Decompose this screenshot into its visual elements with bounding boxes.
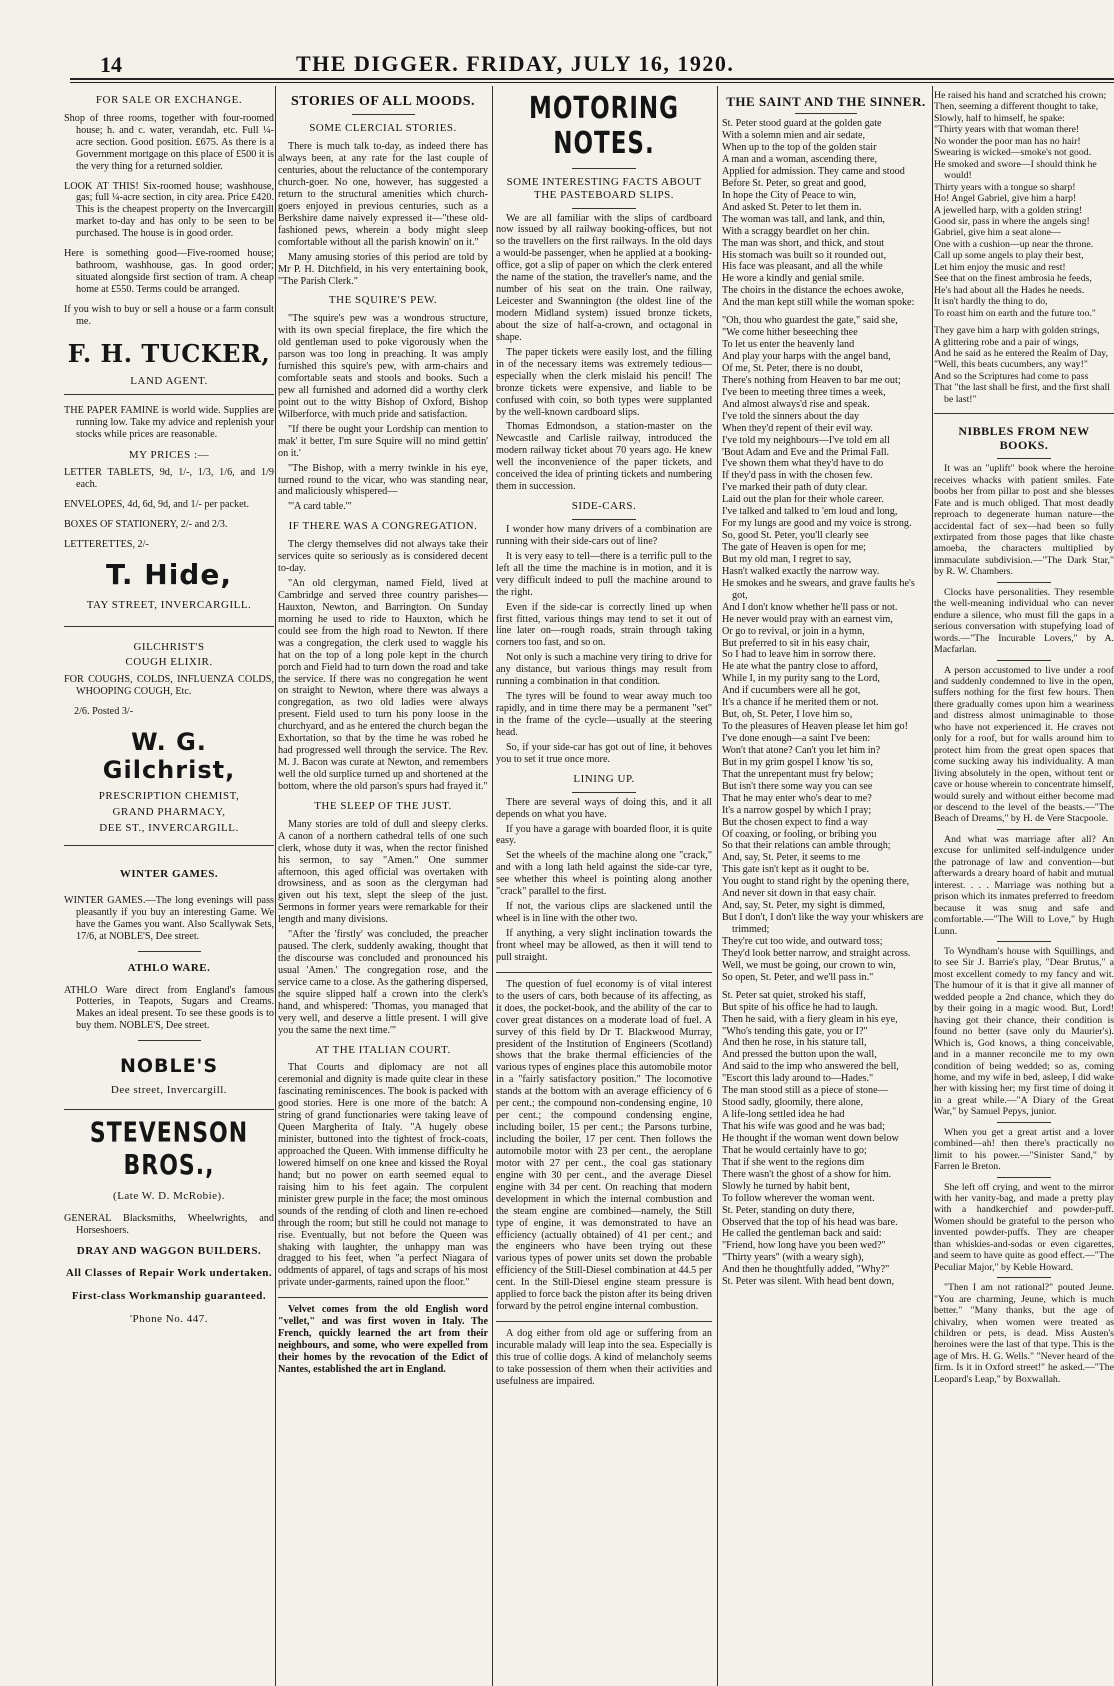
article-paragraph: So, if your side-car has got out of line, it behoves you to set it true once more. [496, 741, 712, 765]
divider [64, 394, 274, 395]
poem-line: A glittering robe and a pair of wings, [934, 336, 1079, 348]
section-subheading: SIDE-CARS. [571, 500, 637, 513]
poem-line: Thirty years with a tongue so sharp! [934, 181, 1076, 193]
divider [496, 1321, 712, 1322]
poem-line: But my old man, I regret to say, [722, 553, 852, 565]
nibbles-column [934, 86, 1114, 1682]
article-paragraph: The paper tickets were easily lost, and the filling in of the necessary items was extremely tedious—especially when the clerk mislaid his pencil! The bronze tickets were expensive, and liable to be confused with coin, so both types were supplanted by the well-known cardboard slips. [496, 346, 712, 418]
poem-line: I've been to meeting three times a week, [722, 386, 886, 398]
poem-line: He smoked and swore—I should think he would! [934, 158, 1097, 182]
winter-games-heading: WINTER GAMES. [119, 868, 219, 881]
poem-line: "We come hither beseeching thee [722, 327, 858, 339]
poem-line: So, good St. Peter, you'll clearly see [722, 530, 869, 542]
column-rule [932, 86, 933, 1686]
section-subheading: SOME INTERESTING FACTS ABOUT THE PASTEBOARD SLIPS. [506, 175, 702, 201]
divider [64, 1109, 274, 1110]
article-paragraph: If not, the various clips are slackened until the wheel is in line with the other two. [496, 901, 712, 925]
athlo-ad: ATHLO Ware direct from England's famous Potteries, in Teapots, Sugars and Creams. Makes an ideal present. To see these goods is to buy them. NOBLE'S, Dee street. [64, 984, 274, 1032]
poem-line: A life-long settled idea he had [722, 1109, 845, 1121]
poem-line: There wasn't the ghost of a show for him. [722, 1168, 892, 1180]
nobles-name: NOBLE'S [119, 1055, 219, 1078]
poem-line: Or go to revival, or join in a hymn, [722, 625, 865, 637]
poem-line: Call up some angels to play their best, [934, 250, 1084, 262]
poem-line: Swearing is wicked—smoke's not good. [934, 147, 1092, 159]
poem-line: And the man kept still while the woman spoke: [722, 297, 915, 309]
poem-line: "Thirty years" (with a weary sigh), [722, 1252, 864, 1264]
stories-column [278, 86, 488, 1682]
article-paragraph: Many stories are told of dull and sleepy clerks. A canon of a northern cathedral tells of one such clerk, whose duty it was, when the rector finished his sermon, to say "Amen." One summer afternoon, this aged official was overtaken with drowsiness, and as soon as the clergyman had given out his text, slept the sleep of the just. Sermons in former years were remarkable for their length and many divisions. [278, 818, 488, 926]
gilchrist-line: DEE ST., INVERCARGILL. [99, 822, 239, 835]
article-paragraph: The clergy themselves did not always take their services quite so seriously as is considered decent to-day. [278, 539, 488, 575]
poem-line: When they'd repent of their evil way. [722, 422, 873, 434]
poem-line: But, oh, St. Peter, I love him so, [722, 709, 853, 721]
stevenson-phone: 'Phone No. 447. [130, 1313, 208, 1326]
section-subheading: IF THERE WAS A CONGREGATION. [288, 520, 478, 533]
article-paragraph: It is very easy to tell—there is a terrific pull to the left all the time the machine is in motion, and it is very difficult indeed to pull the machine around to the right. [496, 550, 712, 598]
poem-line: I've talked and talked to 'em loud and long, [722, 506, 898, 518]
poem-line: They're cut too wide, and outward toss; [722, 935, 883, 947]
divider [934, 413, 1114, 414]
poem-line: While I, in my purity sang to the Lord, [722, 673, 880, 685]
athlo-heading: ATHLO WARE. [127, 961, 211, 974]
property-ad: Here is something good—Five-roomed house; bathroom, washhouse, gas. In good order; situated alongside first section of tram. A cheap home at £550. Terms could be arranged. [64, 248, 274, 296]
poem-line: I've shown them what they'd have to do [722, 458, 884, 470]
nobles-address: Dee street, Invercargill. [110, 1084, 228, 1097]
column-rule [717, 86, 718, 1686]
poem-line: Good sir, pass in where the angels sing! [934, 215, 1090, 227]
divider [997, 1122, 1051, 1123]
poem-line: Observed that the top of his head was bare. [722, 1216, 898, 1228]
divider [997, 829, 1051, 830]
poem-line: A jewelled harp, with a golden string! [934, 204, 1083, 216]
poem-line: See that on the finest ambrosia he feeds, [934, 273, 1092, 285]
nibbles-heading: NIBBLES FROM NEW BOOKS. [958, 424, 1090, 453]
poem-line: Then he said, with a fiery gleam in his eye, [722, 1013, 898, 1025]
poem-line: "Friend, how long have you been wed?" [722, 1240, 886, 1252]
price-item: LETTER TABLETS, 9d, 1/-, 1/3, 1/6, and 1/9 each. [64, 467, 274, 491]
poem-line: Ho! Angel Gabriel, give him a harp! [934, 193, 1077, 205]
poem-line: And play your harps with the angel band, [722, 351, 891, 363]
poem-line: Of me, St. Peter, there is no doubt, [722, 362, 863, 374]
stevenson-line: First-class Workmanship guaranteed. [71, 1290, 267, 1303]
poem-line: Hasn't walked exactly the narrow way. [722, 565, 880, 577]
poem-line: That if she went to the regions dim [722, 1156, 865, 1168]
divider [997, 941, 1051, 942]
poem-line: With a scraggy beardlet on her chin. [722, 225, 870, 237]
poem-line: And said to the imp who answered the bell, [722, 1061, 899, 1073]
poem-column [722, 86, 930, 1682]
stevenson-services: GENERAL Blacksmiths, Wheelwrights, and Horseshoers. [64, 1212, 274, 1236]
article-paragraph: A dog either from old age or suffering from an incurable malady will leap into the sea. Especially is this true of collie dogs. A kind of melancholy seems to take possession of them when their activities and usefulness are impaired. [496, 1328, 712, 1387]
section-subheading: LINING UP. [573, 772, 635, 785]
book-excerpt: A person accustomed to live under a roof and suddenly condemned to live in the open, suffers nothing for the first few hours. Then there gradually comes upon him a weariness and distress almost unimaginable to those who have not experienced it. He craves not only for a roof, but for walls around him to protect him from the great open spaces that come sucking away his individuality. A man living absolutely in the open, without tent or cave or house wherein to concentrate himself, would surely and without either become mad or descend to the level of the beasts.—"The Beach of Dreams," by H. de Vere Stacpoole. [934, 664, 1114, 825]
divider [572, 519, 637, 520]
poem-line: They gave him a harp with golden strings, [934, 325, 1100, 337]
poem-line: With a solemn mien and air sedate, [722, 130, 866, 142]
section-subheading: THE SQUIRE'S PEW. [328, 294, 438, 307]
poem-line: If they'd pass in with the chosen few. [722, 470, 873, 482]
poem-line: There's nothing from Heaven to bar me out; [722, 374, 901, 386]
velvet-paragraph: Velvet comes from the old English word "vellet," and was first woven in Italy. The French, quickly learned the art from their neighbours, and some, who were expelled from their homes by the revocation of the Edict of Nantes, established the art in England. [278, 1304, 488, 1375]
poem-line: To the pleasures of Heaven please let him go! [722, 721, 908, 733]
poem-line: I've told my neighbours—I've told em all [722, 434, 890, 446]
poem-line: But preferred to sit in his easy chair, [722, 637, 870, 649]
poem-line: The man stood still as a piece of stone— [722, 1085, 888, 1097]
price-item: LETTERETTES, 2/- [64, 539, 149, 551]
poem-line: You ought to stand right by the opening there, [722, 876, 910, 888]
article-paragraph: "'A card table.'" [288, 501, 352, 513]
winter-games-ad: WINTER GAMES.—The long evenings will pass pleasantly if you buy an interesting Game. We have the Games you want. Also Scallywak Sets, 17/6, at NOBLE'S, Dee street. [64, 894, 274, 942]
poem-line: "Thirty years with that woman there! [934, 124, 1080, 136]
gilchrist-heading: GILCHRIST'S [133, 640, 205, 653]
poem-line: The gate of Heaven is open for me; [722, 542, 866, 554]
stevenson-line: All Classes of Repair Work undertaken. [65, 1267, 273, 1280]
poem-line: Before St. Peter, so great and good, [722, 177, 867, 189]
for-sale-heading: FOR SALE OR EXCHANGE. [95, 94, 243, 106]
article-paragraph: We are all familiar with the slips of cardboard now issued by all railway booking-offices, but not so the travellers on the first railways. In the old days a would-be passenger, when he applied at a booking-office, got a slip of paper on which the clerk entered the name of the station, the traveller's name, and the number of his seat on the train. One railway, Leicester and Swannington (the oldest line of the modern Midland system) issued bronze tickets, about the size of half-a-crown, and octagonal in shape. [496, 212, 712, 343]
divider [997, 458, 1051, 459]
poem-line: That his wife was good and he was bad; [722, 1121, 885, 1133]
article-paragraph: If you have a garage with boarded floor, it is quite easy. [496, 823, 712, 847]
article-paragraph: "The Bishop, with a merry twinkle in his eye, turned round to the vicar, who was standing near, and maliciously whispered— [278, 462, 488, 498]
poem-line: It isn't hardly the thing to do, [934, 296, 1048, 308]
poem-line: The woman was tall, and lank, and thin, [722, 213, 885, 225]
book-excerpt: When you get a great artist and a lover combined—ah! then there's practically no limit to his power.—"Sinister Sand," by Farren le Breton. [934, 1126, 1114, 1173]
divider [997, 660, 1051, 661]
article-paragraph: "An old clergyman, named Field, lived at Cambridge and served three country parishes—Hauxton, Newton, and Barrington. On Sunday morning he used to ride to Hauxton, which he could see from the high road to Newton. If there was a congregation, the clerk used to waggle his hat on the top of a long pole kept in the church porch and Field had to turn down the road and take the service. If there was no congregation he went on straight to Newton, where there was always a congregation, as two old ladies were always present. Field used to turn his pony loose in the churchyard, and as he entered the church began the Exhortation, so that by the time he was robed he had progressed well through the service. The Rev. M. J. Bacon was curate at Newton, and remembers well the old surplice turned up and shortened at the bottom, where the old parson's spurs had frayed it." [278, 578, 488, 792]
poem-line: And then he rose, in his stature tall, [722, 1037, 867, 1049]
poem-line: And, say, St. Peter, my sight is dimmed, [722, 900, 886, 912]
poem-line: It's a narrow gospel by which I pray; [722, 804, 872, 816]
poem-line: "Oh, thou who guardest the gate," said she, [722, 315, 898, 327]
price-item: ENVELOPES, 4d, 6d, 9d, and 1/- per packet. [64, 499, 250, 511]
motoring-column [496, 86, 712, 1682]
hide-address: TAY STREET, INVERCARGILL. [86, 598, 252, 611]
poem-line: One with a cushion—up near the throne. [934, 238, 1094, 250]
poem-line: He smokes and he swears, and grave faults he's got, [722, 577, 915, 601]
article-paragraph: Thomas Edmondson, a station-master on the Newcastle and Carlisle railway, introduced the modern railway ticket about 70 years ago. He knew well the inconvenience of the paper tickets, and conceived the idea of printing tickets and numbering them in succession. [496, 421, 712, 493]
poem-line: Gabriel, give him a seat alone— [934, 227, 1061, 239]
book-excerpt: "Then I am not rational?" pouted Jeune. "You are charming, Jeune, which is much better." "Many thanks, but the age of chivalry, when women were treated as children or pets, is dead. Miss Austen's heroines were the last of that type. This is the age of Mrs. H. G. Wells." "Never heard of the firm. Is it in Oxford street!" he asked.—"The Leopard's Leap," by Boxwallah. [934, 1282, 1114, 1385]
poem-line: And he said as he entered the Realm of Day, [934, 347, 1109, 359]
poem-line: When up to the top of the golden stair [722, 142, 877, 154]
poem-line: So open, St. Peter, and we'll pass in." [722, 971, 874, 983]
poem-line: This gate isn't kept as it ought to be. [722, 864, 869, 876]
gilchrist-line: GRAND PHARMACY, [112, 806, 226, 819]
poem-line: I've marked their path of duty clear. [722, 482, 868, 494]
poem-line: Won't that atone? Can't you let him in? [722, 744, 881, 756]
poem-line: And almost always'd rise and speak. [722, 398, 870, 410]
gilchrist-ad-text: FOR COUGHS, COLDS, INFLUENZA COLDS, WHOOPING COUGH, Etc. [64, 674, 274, 698]
article-paragraph: Set the wheels of the machine along one "crack," and with a long lath held against the side-car tyre, see whether this wheel is pointing along another "crack" parallel to the first. [496, 850, 712, 898]
property-ad: LOOK AT THIS! Six-roomed house; washhouse, gas; full ¼-acre section, in city area. Price £420. This is the cheapest property on the Invercargill market to-day and has only to be seen to be purchased. The house is in good order. [64, 180, 274, 240]
poem-line: To follow wherever the woman went. [722, 1192, 875, 1204]
gilchrist-price: 2/6. Posted 3/- [74, 706, 134, 718]
page-number: 14 [100, 52, 122, 77]
poem-line: And if cucumbers were all he got, [722, 685, 861, 697]
poem-line: Applied for admission. They came and stood [722, 165, 905, 177]
poem-line: Well, we must be going, our crown to win, [722, 959, 896, 971]
poem-line: Then, seeming a different thought to take, [934, 101, 1099, 113]
poem-line: He raised his hand and scratched his crown; [934, 90, 1107, 101]
divider [572, 168, 637, 169]
poem-line: That he may enter who's dear to me? [722, 792, 872, 804]
article-paragraph: Even if the side-car is correctly lined up when first fitted, various things may tend to set it out of line later on—rough roads, strain through taking corners too fast, and so on. [496, 601, 712, 649]
poem-line: To roast him on earth and the future too." [934, 307, 1096, 319]
poem-line: Stood sadly, gloomily, there alone, [722, 1097, 863, 1109]
divider [352, 114, 415, 115]
poem-line: St. Peter, standing on duty there, [722, 1204, 855, 1216]
poem-line: The man was short, and thick, and stout [722, 237, 885, 249]
divider [278, 1297, 488, 1298]
poem-line: He wore a kindly and genial smile. [722, 273, 865, 285]
stevenson-late: (Late W. D. McRobie). [113, 1189, 225, 1202]
divider [64, 626, 274, 627]
poem-line: But I don't, I don't like the way your whiskers are trimmed; [722, 912, 924, 936]
article-paragraph: Many amusing stories of this period are told by Mr P. H. Ditchfield, in his very entertaining book, "The Parish Clerk." [278, 251, 488, 287]
poem-line: And asked St. Peter to let them in. [722, 201, 862, 213]
poem-line: His face was pleasant, and all the while [722, 261, 883, 273]
cough-elixir-heading: COUGH ELIXIR. [125, 655, 213, 668]
article-paragraph: "The squire's pew was a wondrous structure, with its own special fireplace, the fire which the old gentleman used to poke vigorously when the parson was too long in preaching. It was amply furnished this squire's pew, with arm-chairs and comfortable seats and stools and books. Such a pew all furnished and adorned did a worthy clerk point out to the witty Bishop of Oxford, Bishop Wilberforce, with much pride and satisfaction. [278, 313, 488, 420]
book-excerpt: She left off crying, and went to the mirror with her vanity-bag, and made a pretty play with a handkerchief and powder-puff. Women should be grateful to the person who invented powder-puffs. They are cheaper than whiskies-and-sodas or even cigarettes, and seem to have quite as good effect.—"The Peculiar Major," by Keble Howard. [934, 1181, 1114, 1273]
article-paragraph: The question of fuel economy is of vital interest to the users of cars, both because of its affecting, as it does, the pocket-book, and the ability of the car to cover great distances on a moderate load of fuel. A survey of this field by Dr T. Blackwood Murray, president of the Institution of Engineers (Scotland) shows that the brake thermal efficiencies of the various types of engines place this automobile motor in a "fairly satisfactory position." The locomotive stands at the bottom with an average efficiency of 6 per cent.; the compound non-condensing engine, 10 per cent.; the compound condensing engine, including boiler, 15 per cent.; the Parsons turbine, including the boiler, 17 per cent. Then follows the automobile motor with 23 per cent., the aeroplane motor with 27 per cent., the coal gas stationary engine with 30 per cent., and the average Diesel engine with 34 per cent. On reaching that modern development in which the internal combustion and the steam engine are combined—namely, the Still type of engine, it was demonstrated to have an efficiency (actually obtained) of 41 per cent.; and the engineers who have been trying out these various types of power units set down the probable efficiency of the Still-Diesel combination at 44.5 per cent. In the Still-Diesel engine steam pressure is applied to force back the piston after its being driven forward by the petrol engine internal combustion. [496, 978, 712, 1313]
header-rule [70, 78, 1114, 80]
poem-line: That "the last shall be first, and the first shall be last!" [934, 382, 1110, 405]
poem-line: Laid out the plan for their whole career. [722, 494, 884, 506]
book-excerpt: And what was marriage after all? An excuse for unlimited self-indulgence under the patronage of law and convention—but afterwards a dreary hoard of habit and mutual interest. . . . Marriage was nothing but a prison which its inmates preferred to freedom because it was snug and safe and comfortable.—"The Will to Love," by Hugh Lunn. [934, 833, 1114, 937]
poem-line: St. Peter sat quiet, stroked his staff, [722, 989, 866, 1001]
poem-line: And never sit down in that easy chair. [722, 888, 876, 900]
hide-name: T. Hide, [106, 558, 232, 592]
poem-line: Slowly, half to himself, he spake: [934, 112, 1065, 124]
article-paragraph: There are several ways of doing this, and it all depends on what you have. [496, 796, 712, 820]
divider [138, 1040, 201, 1041]
section-subheading: THE SLEEP OF THE JUST. [314, 799, 452, 812]
poem-line: Slowly he turned by habit bent, [722, 1180, 850, 1192]
section-subheading: AT THE ITALIAN COURT. [315, 1043, 451, 1056]
poem-line: And so the Scriptures had come to pass [934, 370, 1089, 382]
poem-line: They'd look better narrow, and straight across. [722, 947, 911, 959]
poem-line: He ate what the pantry close to afford, [722, 661, 878, 673]
property-ad: Shop of three rooms, together with four-roomed house; h. and c. water, verandah, etc. Full ¼-acre section. Good position. £675. As there is a Government mortgage on this place of £500 it is the very thing for a returned soldier. [64, 112, 274, 172]
motoring-heading: MOTORING NOTES. [528, 91, 680, 161]
article-paragraph: There is much talk to-day, as indeed there has always been, at any rate for the last couple of centuries, about the reluctance of the contemporary church-goer. No one, however, has suggested a return to the structural amenities which church-goers enjoyed in previous centuries, such as a Berkshire dame naively expressed it—"these old-fashioned pews, wherein a body might sleep comfortable without all the parish knowin' on it." [278, 141, 488, 248]
poem-line: Let him enjoy the music and rest! [934, 261, 1066, 273]
poem-line: He never would pray with an earnest vim, [722, 613, 893, 625]
divider [997, 1177, 1051, 1178]
poem-line: To let us enter the heavenly land [722, 339, 855, 351]
book-excerpt: To Wyndham's house with Squillings, and to see Sir J. Barrie's play, "Dear Brutus," a most excellent comedy to my fancy and wit. The humour of it is that it give all manner of wedded people a 2nd chance, which they do by their going in a magic wood. But, Lord! having got their chance, their condition is found no better (save only du Maurier's). Which is, God knows, a thing conceivable, and in a manner reconcile me to my own condition of being wedded; so as, coming home, and my wife in bed, asleep, I did wake her with kissing her; my first time of doing it in a great while.—"A Diary of the Great War," by Samuel Pepys, junior. [934, 945, 1114, 1118]
tucker-name: F. H. TUCKER, [67, 338, 271, 368]
poem-line: "Well, this beats cucumbers, any way!" [934, 359, 1088, 371]
poem-line: But in my grim gospel I know 'tis so, [722, 756, 873, 768]
stories-heading: STORIES OF ALL MOODS. [291, 94, 475, 109]
article-paragraph: "If there be ought your Lordship can mention to mak' it better, I'm sure Squire will no mind gettin' on it.' [278, 423, 488, 459]
poem-continuation [934, 90, 1114, 405]
column-rule [275, 86, 276, 1686]
poem-line: So I had to leave him in sorrow there. [722, 649, 876, 661]
poem-line: That he would certainly have to go; [722, 1144, 867, 1156]
article-paragraph: I wonder how many drivers of a combination are running with their side-cars out of line? [496, 523, 712, 547]
column-rule [492, 86, 493, 1686]
poem-line: St. Peter was silent. With head bent down, [722, 1276, 894, 1288]
poem-line: His stomach was built so it rounded out, [722, 249, 887, 261]
divider [138, 951, 201, 952]
section-subheading: SOME CLERCIAL STORIES. [309, 122, 457, 135]
poem-line: The choirs in the distance the echoes awoke, [722, 285, 904, 297]
article-paragraph: If anything, a very slight inclination towards the front wheel may be allowed, as then it will tend to pull straight. [496, 928, 712, 963]
poem-line: He thought if the woman went down below [722, 1132, 899, 1144]
divider [997, 1277, 1051, 1278]
poem-line: And pressed the button upon the wall, [722, 1049, 877, 1061]
poem-body [722, 118, 930, 1288]
poem-line: I've done enough—a saint I've been: [722, 733, 871, 745]
advertisements-column [64, 86, 274, 1682]
divider [795, 113, 857, 114]
header-rule-thin [70, 82, 1114, 83]
poem-line: He's had about all the Hades he needs. [934, 284, 1085, 296]
divider [997, 582, 1051, 583]
article-paragraph: That Courts and diplomacy are not all ceremonial and dignity is made quite clear in these fascinating reminiscences. The book is packed with good stories. Here is one more of the batch: A string of grand functionaries were taking leave of Queen Margherita of Italy. "A hugely obese minister, buttoned into the tightest of frock-coats, approached the Queen. With immense difficulty he lowered himself on one knee and kissed the Royal hand; but no power on earth seemed equal to raising him to his feet again. The corpulent minister grew purple in the face; the most ominous sounds of the rending of cloth and linen re-echoed through the room; but still he could not manage to rise. Eventually, but not before the Queen was shaking with laughter, the unhappy man was dragged to his feet, when "a perfect Niagara of oddments of apparel, of tags and scraps of his most private under-garments, rained upon the floor." [278, 1062, 488, 1289]
poem-line: "Escort this lady around to—Hades." [722, 1073, 874, 1085]
poem-line: That the unrepentant must fry below; [722, 768, 874, 780]
gilchrist-line: PRESCRIPTION CHEMIST, [98, 790, 240, 803]
poem-line: No wonder the poor man has no hair! [934, 135, 1081, 147]
poem-line: It's a chance if he merited them or not. [722, 697, 879, 709]
tucker-role: LAND AGENT. [130, 374, 208, 387]
article-paragraph: Not only is such a machine very tiring to drive for any distance, but various things may result from running a combination in that condition. [496, 652, 712, 688]
paper-famine-ad: THE PAPER FAMINE is world wide. Supplies are running low. Take my advice and replenish your stocks while prices are reasonable. [64, 404, 274, 440]
book-excerpt: It was an "uplift" book where the heroine receives whacks with patient smiles. Fate boobs her from pillar to post and she blesses Fate and is much obliged. That most deadly reproach to degenerate human nature—the accidental fact of sex—had been so fully extirpated from those pages that like chaste amoeba, the characters multiplied by immaculate subdivision.—"The Dark Star," by R. W. Chambers. [934, 463, 1114, 578]
poem-line: But spite of his office he had to laugh. [722, 1001, 878, 1013]
poem-line: Of coaxing, or fooling, or bribing you [722, 828, 877, 840]
page-title: THE DIGGER. FRIDAY, JULY 16, 1920. [296, 51, 735, 76]
poem-line: And I don't know whether he'll pass or not. [722, 601, 898, 613]
poem-line: St. Peter stood guard at the golden gate [722, 118, 882, 130]
poem-line: 'Bout Adam and Eve and the Primal Fall. [722, 446, 890, 458]
divider [572, 208, 637, 209]
poem-line: "Who's tending this gate, you or I?" [722, 1025, 868, 1037]
masthead [0, 0, 1114, 86]
property-ad: If you wish to buy or sell a house or a farm consult me. [64, 303, 274, 327]
divider [64, 845, 274, 846]
poem-line: But isn't there some way you can see [722, 780, 873, 792]
poem-line: And, say, St. Peter, it seems to me [722, 852, 861, 864]
article-paragraph: The tyres will be found to wear away much too rapidly, and in time there may be a permanent "set" in the frame of the cycle—usually at the steering head. [496, 691, 712, 738]
stevenson-name: STEVENSON BROS., [89, 1117, 249, 1182]
poem-heading: THE SAINT AND THE SINNER. [726, 94, 926, 109]
poem-line: He called the gentleman back and said: [722, 1228, 882, 1240]
poem-line: I've told the sinners about the day [722, 410, 860, 422]
poem-line: But the chosen expect to find a way [722, 816, 868, 828]
stevenson-dray: DRAY AND WAGGON BUILDERS. [76, 1244, 262, 1257]
gilchrist-name: W. G. Gilchrist, [102, 728, 236, 785]
poem-line: In hope the City of Peace to win, [722, 189, 857, 201]
prices-heading: MY PRICES :— [128, 448, 210, 461]
poem-line: For my lungs are good and my voice is strong. [722, 518, 912, 530]
article-paragraph: "After the 'firstly' was concluded, the preacher paused. The clerk, suddenly awaking, thought that the discourse was concluded and pronounced his usual 'Amen.' The congregation rose, and the service came to a close. As the gathering dispersed, the squire slipped half a crown into the clerk's hand, and whispered: 'Thomas, you managed that very well, and deserve a little present. I will give you the same the next time.'" [278, 929, 488, 1036]
divider [572, 792, 637, 793]
poem-line: A man and a woman, ascending there, [722, 154, 878, 166]
book-excerpt: Clocks have personalities. They resemble the well-meaning individual who can never endure a silence, who must fill the gaps in a serious conversation with stupefying load of words.—"The Incurable Lovers," by A. Macfarlan. [934, 586, 1114, 656]
price-item: BOXES OF STATIONERY, 2/- and 2/3. [64, 519, 228, 531]
poem-line: And then he thoughtfully added, "Why?" [722, 1264, 890, 1276]
divider [496, 972, 712, 973]
poem-line: So that their relations can amble through; [722, 840, 891, 852]
